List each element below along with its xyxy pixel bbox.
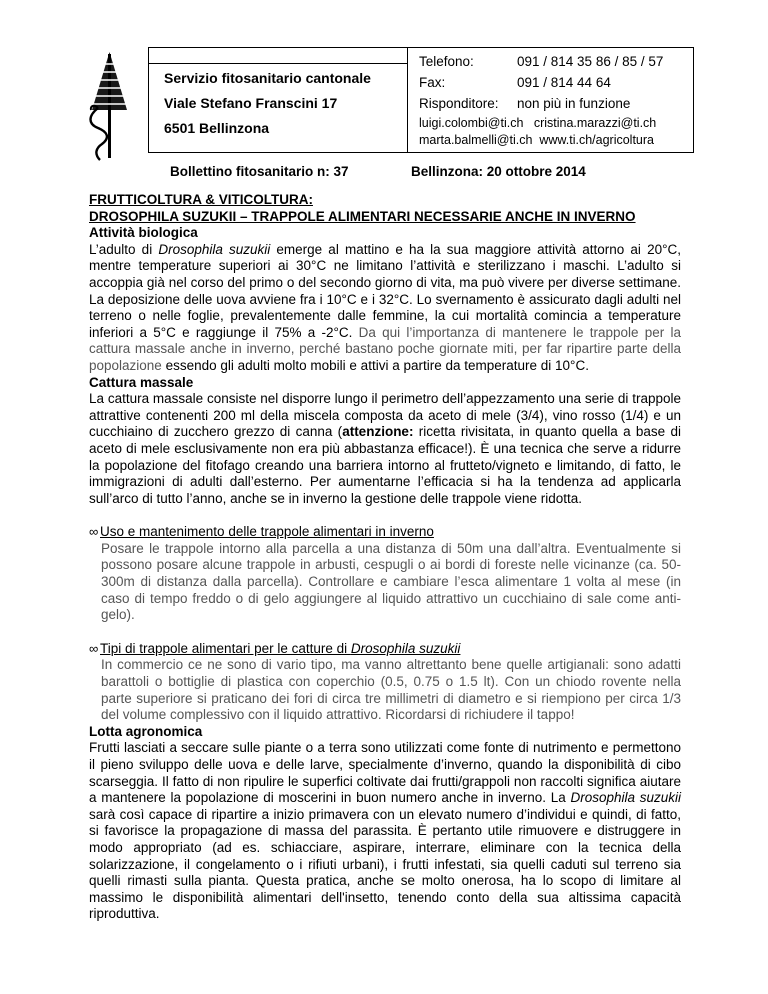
office-street: Viale Stefano Franscini 17 xyxy=(164,95,338,111)
section-body-agronomic: Frutti lasciati a seccare sulle piante o a terra sono utilizzati come fonte di nutrimento e permettono il pieno sviluppo delle uova e delle larve, specialmente d’inverno, quando la disponibilità di cibo scarseggia. Il fatto di non ripulire le superfici coltivate dai frutti/grappoli non raccolti significa aiutare a mantenere la popolazione di moscerini in buon numero anche in inverno. La Drosophila suzukii sarà così capace di ripartire a inizio primavera con un elevato numero d’individui e quindi, di fatto, si favorisce la propagazione di massa del parassita. È pertanto utile rimuovere e distruggere in modo appropriato (ad es. schiacciare, aspirare, interrare, eliminare con la tecnica della solarizzazione, il congelamento o i rifiuti urbani), i frutti infestati, sia quelli caduti sul terreno sia quelli rimasti sulla pianta. Questa pratica, anche se molto onerosa, ha lo scopo di limitare al massimo le disponibilità alimentari dell'insetto, tenendo conto della sua altissima capacità riproduttiva. xyxy=(89,740,681,922)
header-divider-vertical xyxy=(407,48,408,152)
bullet-icon: ∞ xyxy=(89,524,99,540)
section-body-mass-trapping: La cattura massale consiste nel disporre lungo il perimetro dell’appezzamento una serie di trappole attrattive contenenti 200 ml della miscela composta da aceto di mele (3/4), vino rosso (1/4) e un cucchiaino di zucchero grezzo di canna (attenzione: ricetta rivisitata, in quanto quella a base di aceto di mele esclusivamente non era più abbastanza efficace!). È una tecnica che serve a ridurre la popolazione del fitofago creando una barriera intorno al frutteto/vigneto e limitando, di fatto, le immigrazioni di adulti dall’esterno. Per aumentarne l’efficacia si ha la tendenza ad applicarla sull’arco di tutto l’anno, anche se in inverno la gestione delle trappole viene ridotta. xyxy=(89,391,681,506)
section-body-biology: L’adulto di Drosophila suzukii emerge al mattino e ha la sua maggiore attività attorno ai 20°C, mentre temperature superiori ai 30°C ne limitano l’attività e sterilizzano i maschi. L’adulto si accoppia già nel corso del primo o del secondo giorno di vita, ma può vivere per diverse settimane. La deposizione delle uova avviene fra i 10°C e i 32°C. Lo svernamento è assicurato dagli adulti nel terreno o nelle foglie, prevalentemente dalle femmine, la cui mortalità comincia a temperature inferiori a 5°C e raggiunge il 75% a -2°C. Da qui l’importanza di mantenere le trappole per la cattura massale anche in inverno, perché bastano poche giornate miti, per far ripartire parte della popolazione essendo gli adulti molto mobili e attivi a partire da temperature di 10°C. xyxy=(89,241,681,373)
bulletin-content xyxy=(89,192,681,923)
answering-label: Risponditore: xyxy=(419,96,499,111)
bullet-body-trap-types: In commercio ce ne sono di vario tipo, ma vanno altrettanto bene quelle artigianali: sono adatti barattoli o bottiglie di plastica con coperchio (0.5, 0.75 o 1.5 lt). Con un chiodo rovente nella parte superiore si praticano dei fori di circa tre millimetri di diametro e si riempiono per circa 1/3 del volume complessivo con il liquido attrattivo. Ricordarsi di richiudere il tappo! xyxy=(101,657,681,723)
phone-label: Telefono: xyxy=(419,54,474,69)
section-heading-agronomic: Lotta agronomica xyxy=(89,723,203,739)
bullet-icon: ∞ xyxy=(89,640,99,656)
bullet-heading-winter-use: ∞ Uso e mantenimento delle trappole alimentari in inverno xyxy=(89,524,434,540)
office-name: Servizio fitosanitario cantonale xyxy=(164,70,371,86)
contact-emails-line2: marta.balmelli@ti.ch www.ti.ch/agricoltura xyxy=(419,133,654,147)
fax-value: 091 / 814 44 64 xyxy=(517,75,611,90)
canton-ticino-logo xyxy=(86,50,132,162)
office-city: 6501 Bellinzona xyxy=(164,120,270,136)
contact-emails-line1: luigi.colombi@ti.ch cristina.marazzi@ti.ch xyxy=(419,116,657,130)
bullet-body-winter-use: Posare le trappole intorno alla parcella a una distanza di 50m una dall’altra. Eventualmente si possono posare alcune trappole in arbusti, cespugli o ai bordi di foreste nelle vicinanze (ca. 50-300m di distanza dalla parcella). Controllare e cambiare l’esca alimentare 1 volta al mese (in caso di tempo freddo o di gelo aggiungere al liquido attrattivo un cucchiaino di sale come anti-gelo). xyxy=(101,540,681,623)
section-heading-biology: Attività biologica xyxy=(89,225,198,241)
bulletin-number: Bollettino fitosanitario n: 37 xyxy=(170,164,349,179)
answering-value: non più in funzione xyxy=(517,96,631,111)
fax-label: Fax: xyxy=(419,75,446,90)
phone-value: 091 / 814 35 86 / 85 / 57 xyxy=(517,54,664,69)
title-line2: DROSOPHILA SUZUKII – TRAPPOLE ALIMENTARI NECESSARIE ANCHE IN INVERNO xyxy=(89,208,636,224)
header-box xyxy=(148,47,694,153)
bullet-heading-trap-types: ∞ Tipi di trappole alimentari per le catture di Drosophila suzukii xyxy=(89,640,461,656)
section-heading-mass-trapping: Cattura massale xyxy=(89,374,194,390)
header-divider-top xyxy=(149,63,407,64)
title-line1: FRUTTICOLTURA & VITICOLTURA: xyxy=(89,192,313,207)
bulletin-date: Bellinzona: 20 ottobre 2014 xyxy=(411,164,586,179)
